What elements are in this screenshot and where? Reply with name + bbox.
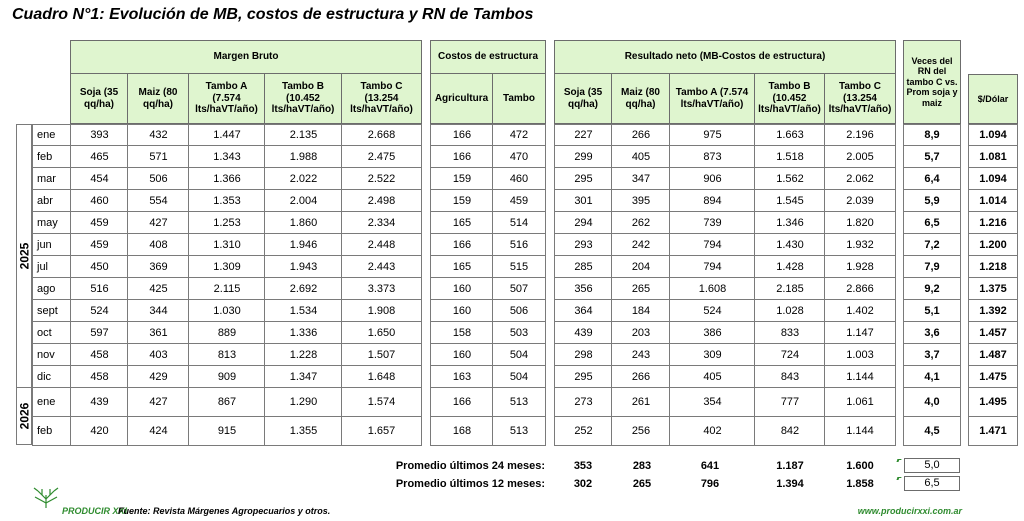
- value-cell: 285: [554, 256, 612, 278]
- value-cell: 265: [611, 278, 670, 300]
- value-cell: 227: [554, 124, 612, 146]
- value-cell: 1.507: [341, 344, 422, 366]
- value-cell: 459: [70, 234, 128, 256]
- year-label-2026: 2026: [16, 387, 32, 445]
- value-cell: 163: [430, 366, 493, 388]
- value-cell: 1.402: [824, 300, 896, 322]
- value-cell: 504: [492, 344, 546, 366]
- value-cell: 1.375: [968, 278, 1018, 300]
- value-cell: 459: [492, 190, 546, 212]
- value-cell: 460: [492, 168, 546, 190]
- value-cell: 347: [611, 168, 670, 190]
- group-resultado-neto: Resultado neto (MB-Costos de estructura): [554, 40, 896, 74]
- value-cell: 439: [554, 322, 612, 344]
- value-cell: 160: [430, 300, 493, 322]
- value-cell: 777: [754, 388, 825, 417]
- summary-value: 796: [700, 478, 720, 490]
- value-cell: 3,6: [903, 322, 961, 344]
- value-cell: 266: [611, 124, 670, 146]
- value-cell: 1.144: [824, 366, 896, 388]
- value-cell: 1.346: [754, 212, 825, 234]
- value-cell: 1.094: [968, 168, 1018, 190]
- value-cell: 1.144: [824, 417, 896, 446]
- header-rn-soja: Soja (35 qq/ha): [554, 73, 612, 124]
- month-cell: dic: [32, 366, 70, 388]
- group-margen-bruto: Margen Bruto: [70, 40, 422, 74]
- value-cell: 1.447: [188, 124, 265, 146]
- value-cell: 429: [127, 366, 189, 388]
- value-cell: 166: [430, 146, 493, 168]
- value-cell: 1.218: [968, 256, 1018, 278]
- value-cell: 1.860: [264, 212, 342, 234]
- value-cell: 165: [430, 256, 493, 278]
- logo-text: PRODUCIR XXI: [62, 506, 128, 516]
- value-cell: 2.866: [824, 278, 896, 300]
- value-cell: 515: [492, 256, 546, 278]
- value-cell: 301: [554, 190, 612, 212]
- value-cell: 506: [127, 168, 189, 190]
- value-cell: 470: [492, 146, 546, 168]
- value-cell: 2.475: [341, 146, 422, 168]
- value-cell: 1.290: [264, 388, 342, 417]
- value-cell: 1.657: [341, 417, 422, 446]
- value-cell: 2.135: [264, 124, 342, 146]
- value-cell: 395: [611, 190, 670, 212]
- summary-value: 1.187: [776, 460, 804, 472]
- value-cell: 513: [492, 417, 546, 446]
- value-cell: 2.196: [824, 124, 896, 146]
- value-cell: 597: [70, 322, 128, 344]
- header-rn-tambo-a: Tambo A (7.574 lts/haVT/año): [669, 73, 755, 124]
- value-cell: 356: [554, 278, 612, 300]
- value-cell: 8,9: [903, 124, 961, 146]
- value-cell: 739: [669, 212, 755, 234]
- value-cell: 427: [127, 212, 189, 234]
- value-cell: 1.147: [824, 322, 896, 344]
- value-cell: 1.430: [754, 234, 825, 256]
- source-note: Fuente: Revista Márgenes Agropecuarios y otros.: [118, 506, 331, 516]
- value-cell: 909: [188, 366, 265, 388]
- value-cell: 2.668: [341, 124, 422, 146]
- value-cell: 256: [611, 417, 670, 446]
- value-cell: 889: [188, 322, 265, 344]
- value-cell: 459: [70, 212, 128, 234]
- value-cell: 168: [430, 417, 493, 446]
- value-cell: 1.475: [968, 366, 1018, 388]
- value-cell: 295: [554, 366, 612, 388]
- value-cell: 261: [611, 388, 670, 417]
- month-cell: jun: [32, 234, 70, 256]
- value-cell: 361: [127, 322, 189, 344]
- header-mb-tambo-c: Tambo C (13.254 lts/haVT/año): [341, 73, 422, 124]
- value-cell: 405: [611, 146, 670, 168]
- header-rn-tambo-b: Tambo B (10.452 lts/haVT/año): [754, 73, 825, 124]
- month-cell: abr: [32, 190, 70, 212]
- value-cell: 1.663: [754, 124, 825, 146]
- value-cell: 458: [70, 344, 128, 366]
- summary-label: Promedio últimos 24 meses:: [395, 460, 545, 472]
- value-cell: 7,9: [903, 256, 961, 278]
- value-cell: 2.498: [341, 190, 422, 212]
- value-cell: 1.545: [754, 190, 825, 212]
- value-cell: 1.094: [968, 124, 1018, 146]
- month-cell: jul: [32, 256, 70, 278]
- summary-value: 1.858: [846, 478, 874, 490]
- value-cell: 1.366: [188, 168, 265, 190]
- value-cell: 1.347: [264, 366, 342, 388]
- value-cell: 295: [554, 168, 612, 190]
- header-mb-maiz: Maiz (80 qq/ha): [127, 73, 189, 124]
- value-cell: 273: [554, 388, 612, 417]
- header-costo-agricultura: Agricultura: [430, 73, 493, 124]
- value-cell: 243: [611, 344, 670, 366]
- value-cell: 504: [492, 366, 546, 388]
- header-mb-soja: Soja (35 qq/ha): [70, 73, 128, 124]
- group-costos-estructura: Costos de estructura: [430, 40, 546, 74]
- value-cell: 571: [127, 146, 189, 168]
- value-cell: 166: [430, 124, 493, 146]
- header-rn-tambo-c: Tambo C (13.254 lts/haVT/año): [824, 73, 896, 124]
- summary-value: 641: [700, 460, 720, 472]
- summary-value: 1.394: [776, 478, 804, 490]
- value-cell: 1.932: [824, 234, 896, 256]
- value-cell: 2.115: [188, 278, 265, 300]
- value-cell: 405: [669, 366, 755, 388]
- value-cell: 554: [127, 190, 189, 212]
- value-cell: 465: [70, 146, 128, 168]
- value-cell: 975: [669, 124, 755, 146]
- value-cell: 158: [430, 322, 493, 344]
- value-cell: 1.487: [968, 344, 1018, 366]
- value-cell: 252: [554, 417, 612, 446]
- value-cell: 516: [70, 278, 128, 300]
- value-cell: 6,5: [903, 212, 961, 234]
- value-cell: 1.428: [754, 256, 825, 278]
- value-cell: 458: [70, 366, 128, 388]
- month-cell: ago: [32, 278, 70, 300]
- value-cell: 867: [188, 388, 265, 417]
- value-cell: 160: [430, 344, 493, 366]
- value-cell: 1.608: [669, 278, 755, 300]
- value-cell: 1.946: [264, 234, 342, 256]
- value-cell: 262: [611, 212, 670, 234]
- value-cell: 833: [754, 322, 825, 344]
- value-cell: 514: [492, 212, 546, 234]
- value-cell: 2.522: [341, 168, 422, 190]
- value-cell: 364: [554, 300, 612, 322]
- value-cell: 843: [754, 366, 825, 388]
- month-cell: nov: [32, 344, 70, 366]
- value-cell: 402: [669, 417, 755, 446]
- value-cell: 2.448: [341, 234, 422, 256]
- value-cell: 4,5: [903, 417, 961, 446]
- value-cell: 293: [554, 234, 612, 256]
- value-cell: 794: [669, 256, 755, 278]
- value-cell: 1.343: [188, 146, 265, 168]
- value-cell: 454: [70, 168, 128, 190]
- value-cell: 344: [127, 300, 189, 322]
- value-cell: 1.216: [968, 212, 1018, 234]
- value-cell: 2.692: [264, 278, 342, 300]
- value-cell: 516: [492, 234, 546, 256]
- value-cell: 1.820: [824, 212, 896, 234]
- value-cell: 1.014: [968, 190, 1018, 212]
- value-cell: 203: [611, 322, 670, 344]
- month-cell: feb: [32, 146, 70, 168]
- value-cell: 298: [554, 344, 612, 366]
- value-cell: 9,2: [903, 278, 961, 300]
- value-cell: 2.022: [264, 168, 342, 190]
- value-cell: 424: [127, 417, 189, 446]
- year-label-2025: 2025: [16, 124, 32, 388]
- month-cell: feb: [32, 417, 70, 446]
- summary-value: 283: [632, 460, 652, 472]
- value-cell: 724: [754, 344, 825, 366]
- value-cell: 294: [554, 212, 612, 234]
- value-cell: 472: [492, 124, 546, 146]
- value-cell: 6,4: [903, 168, 961, 190]
- header-rn-maiz: Maiz (80 qq/ha): [611, 73, 670, 124]
- value-cell: 386: [669, 322, 755, 344]
- value-cell: 1.392: [968, 300, 1018, 322]
- value-cell: 3.373: [341, 278, 422, 300]
- value-cell: 1.650: [341, 322, 422, 344]
- value-cell: 1.928: [824, 256, 896, 278]
- value-cell: 425: [127, 278, 189, 300]
- value-cell: 524: [70, 300, 128, 322]
- value-cell: 432: [127, 124, 189, 146]
- website-link[interactable]: www.producirxxi.com.ar: [857, 506, 962, 516]
- value-cell: 794: [669, 234, 755, 256]
- value-cell: 1.309: [188, 256, 265, 278]
- value-cell: 160: [430, 278, 493, 300]
- value-cell: 4,0: [903, 388, 961, 417]
- value-cell: 894: [669, 190, 755, 212]
- value-cell: 906: [669, 168, 755, 190]
- value-cell: 2.039: [824, 190, 896, 212]
- value-cell: 1.081: [968, 146, 1018, 168]
- value-cell: 460: [70, 190, 128, 212]
- header-mb-tambo-b: Tambo B (10.452 lts/haVT/año): [264, 73, 342, 124]
- summary-value: 1.600: [846, 460, 874, 472]
- value-cell: 1.562: [754, 168, 825, 190]
- value-cell: 2.185: [754, 278, 825, 300]
- table-title: Cuadro N°1: Evolución de MB, costos de estructura y RN de Tambos: [12, 6, 534, 23]
- tick-icon: [896, 459, 901, 462]
- summary-label: Promedio últimos 12 meses:: [395, 478, 545, 490]
- value-cell: 1.030: [188, 300, 265, 322]
- value-cell: 1.495: [968, 388, 1018, 417]
- value-cell: 299: [554, 146, 612, 168]
- producir-logo-icon: [32, 487, 60, 509]
- value-cell: 266: [611, 366, 670, 388]
- value-cell: 165: [430, 212, 493, 234]
- value-cell: 5,9: [903, 190, 961, 212]
- value-cell: 204: [611, 256, 670, 278]
- month-cell: sept: [32, 300, 70, 322]
- summary-value: 302: [573, 478, 593, 490]
- summary-veces: 5,0: [904, 458, 960, 473]
- value-cell: 2.062: [824, 168, 896, 190]
- value-cell: 166: [430, 388, 493, 417]
- value-cell: 1.908: [341, 300, 422, 322]
- value-cell: 242: [611, 234, 670, 256]
- value-cell: 1.200: [968, 234, 1018, 256]
- value-cell: 4,1: [903, 366, 961, 388]
- value-cell: 166: [430, 234, 493, 256]
- value-cell: 1.353: [188, 190, 265, 212]
- tick-icon: [896, 477, 901, 480]
- summary-value: 265: [632, 478, 652, 490]
- month-cell: oct: [32, 322, 70, 344]
- value-cell: 503: [492, 322, 546, 344]
- month-cell: mar: [32, 168, 70, 190]
- value-cell: 1.061: [824, 388, 896, 417]
- header-dolar: $/Dólar: [968, 74, 1018, 124]
- value-cell: 813: [188, 344, 265, 366]
- value-cell: 1.253: [188, 212, 265, 234]
- value-cell: 873: [669, 146, 755, 168]
- value-cell: 2.005: [824, 146, 896, 168]
- value-cell: 2.443: [341, 256, 422, 278]
- value-cell: 408: [127, 234, 189, 256]
- value-cell: 513: [492, 388, 546, 417]
- value-cell: 524: [669, 300, 755, 322]
- value-cell: 842: [754, 417, 825, 446]
- value-cell: 1.648: [341, 366, 422, 388]
- value-cell: 450: [70, 256, 128, 278]
- month-cell: may: [32, 212, 70, 234]
- value-cell: 393: [70, 124, 128, 146]
- value-cell: 5,1: [903, 300, 961, 322]
- value-cell: 1.310: [188, 234, 265, 256]
- header-veces-rn: Veces del RN del tambo C vs. Prom soja y maiz: [903, 40, 961, 124]
- value-cell: 439: [70, 388, 128, 417]
- summary-veces: 6,5: [904, 476, 960, 491]
- value-cell: 159: [430, 168, 493, 190]
- value-cell: 184: [611, 300, 670, 322]
- value-cell: 1.457: [968, 322, 1018, 344]
- value-cell: 1.355: [264, 417, 342, 446]
- month-cell: ene: [32, 388, 70, 417]
- value-cell: 506: [492, 300, 546, 322]
- value-cell: 1.228: [264, 344, 342, 366]
- value-cell: 354: [669, 388, 755, 417]
- value-cell: 2.334: [341, 212, 422, 234]
- value-cell: 159: [430, 190, 493, 212]
- header-costo-tambo: Tambo: [492, 73, 546, 124]
- value-cell: 915: [188, 417, 265, 446]
- value-cell: 1.988: [264, 146, 342, 168]
- value-cell: 2.004: [264, 190, 342, 212]
- value-cell: 1.534: [264, 300, 342, 322]
- value-cell: 5,7: [903, 146, 961, 168]
- value-cell: 427: [127, 388, 189, 417]
- value-cell: 3,7: [903, 344, 961, 366]
- value-cell: 420: [70, 417, 128, 446]
- value-cell: 1.518: [754, 146, 825, 168]
- value-cell: 507: [492, 278, 546, 300]
- value-cell: 1.003: [824, 344, 896, 366]
- value-cell: 1.028: [754, 300, 825, 322]
- value-cell: 1.943: [264, 256, 342, 278]
- value-cell: 1.336: [264, 322, 342, 344]
- month-cell: ene: [32, 124, 70, 146]
- value-cell: 1.574: [341, 388, 422, 417]
- header-mb-tambo-a: Tambo A (7.574 lts/haVT/año): [188, 73, 265, 124]
- value-cell: 403: [127, 344, 189, 366]
- value-cell: 309: [669, 344, 755, 366]
- value-cell: 369: [127, 256, 189, 278]
- summary-value: 353: [573, 460, 593, 472]
- value-cell: 7,2: [903, 234, 961, 256]
- value-cell: 1.471: [968, 417, 1018, 446]
